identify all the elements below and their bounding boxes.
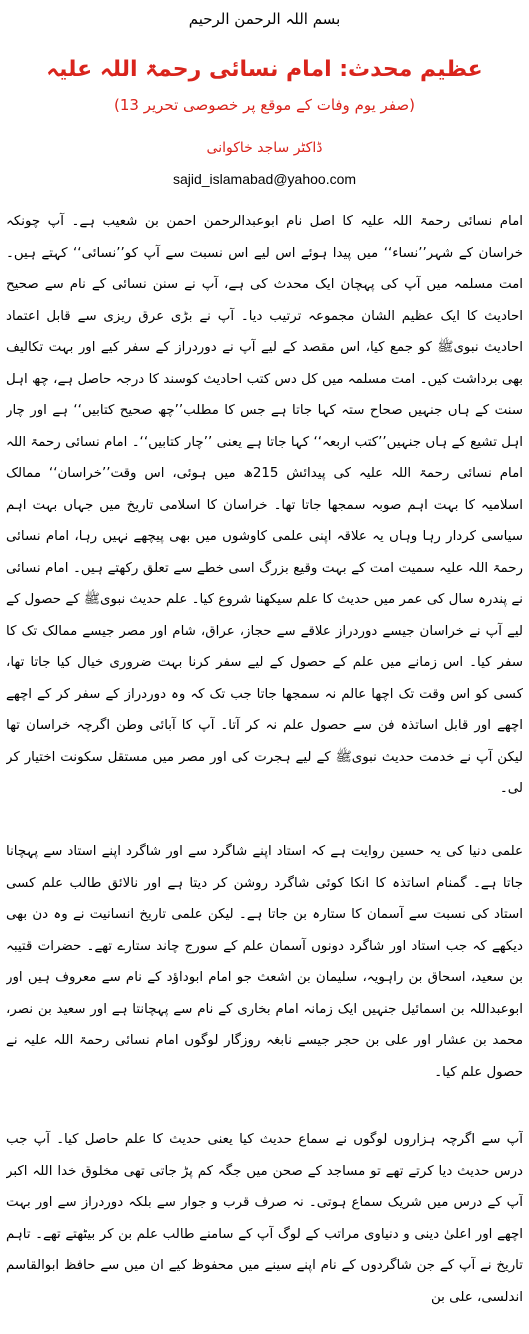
article-subtitle: (13 صفر یوم وفات کے موقع پر خصوصی تحریر)	[113, 96, 416, 114]
author-name: ڈاکٹر ساجد خاکوانی	[206, 140, 323, 156]
author-email: sajid_islamabad@yahoo.com	[172, 171, 357, 187]
paragraph-3: علمی دنیا کی یہ حسین روایت ہے کہ استاد اپنے شاگرد سے اور شاگرد اپنے استاد سے پہچانا جاتا ہے۔ گمنام اساتذہ کا انکا کوئی شاگرد روشن کر دیتا ہے اور نالائق طالب علم کسی استاد کی نسبت سے آسمان کا ستارہ بن جاتا ہے۔ لیکن علمی تاریخ انسانیت نے وہ دن بھی دیکھے کہ جب استاد اور شاگرد دونوں آسمان علم کے سورج چاند ستارے تھے۔ حضرات قتیبہ بن سعید، اسحاق بن راہویہ، سلیمان بن اشعث جو امام ابوداؤد کے نام سے معروف ہیں اور ابوعبداللہ بن اسمائیل جنہیں ایک زمانہ امام بخاری کے نام سے پہچانتا ہے اور سعید بن نصر، محمد بن عشار اور علی بن حجر جیسے نابغہ روزگار لوگوں امام نسائی رحمۃ اللہ علیہ نے حصول علم کیا۔	[6, 844, 523, 1080]
bismillah-heading: بسم اللہ الرحمن الرحیم	[188, 10, 341, 28]
article-title: عظیم محدث: امام نسائی رحمۃ اللہ علیہ	[46, 57, 483, 82]
paragraph-1: امام نسائی رحمۃ اللہ علیہ کا اصل نام ابوعبدالرحمن احمن بن شعیب ہے۔ آپ چونکہ خراسان کے شہر’’نساء‘‘ میں پیدا ہوئے اس لیے اس نسبت سے آپ کو’’نسائی‘‘ کہتے ہیں۔ امت مسلمہ میں آپ کی پہچان ایک محدث کی ہے، آپ نے سنن نسائی کے نام سے صحیح احادیث کا ایک عظیم الشان مجموعہ ترتیب دیا۔ آپ نے بڑی عرق ریزی سے قابل اعتماد احادیث نبویﷺ کو جمع کیا، اس مقصد کے لیے آپ نے دوردراز کے سفر کیے اور بہت تکالیف بھی برداشت کیں۔ امت مسلمہ میں کل دس کتب احادیث کوسند کا درجہ حاصل ہے، چھ اہل سنت کے ہاں جنہیں صحاح ستہ کہا جاتا ہے جس کا مطلب’’چھ صحیح کتابیں‘‘ ہے اور چار اہل تشیع کے ہاں جنہیں’’کتب اربعہ‘‘ کہا جاتا ہے یعنی ’’چار کتابیں‘‘۔ امام نسائی رحمۃ اللہ	[6, 214, 523, 450]
paragraph-4: آپ سے اگرچہ ہزاروں لوگوں نے سماع حدیث کیا یعنی حدیث کا علم حاصل کیا۔ آپ جب درس حدیث دیا کرتے تھے تو مساجد کے صحن میں جگہ کم پڑ جاتی تھی مخلوق خدا اللہ اکبر آپ کے درس میں شریک سماع ہوتی۔ نہ صرف قرب و جوار سے بلکہ دوردراز سے اور بہت اچھے اور اعلیٰ دینی و دنیاوی مراتب کے لوگ آپ کے سامنے طالب علم بن کر بیٹھتے تھے۔ تاہم تاریخ نے آپ کے جن شاگردوں کے نام اپنے سینے میں محفوظ کیے ان میں سے حافظ ابوالقاسم اندلسی، علی بن	[6, 1132, 523, 1305]
paragraph-2: امام نسائی رحمۃ اللہ علیہ کی پیدائش 215ھ میں ہوئی، اس وقت’’خراسان‘‘ ممالک اسلامیہ کا بہت اہم صوبہ سمجھا جاتا تھا۔ خراسان کا اسلامی تاریخ میں جہاں بہت اہم سیاسی کردار رہا وہاں یہ علاقہ اپنی علمی کاوشوں میں بھی پیچھے نہیں رہا، امام نسائی رحمۃ اللہ علیہ سمیت امت کے بہت وقیع بزرگ اسی خطے سے تعلق رکھتے ہیں۔ امام نسائی نے پندرہ سال کی عمر میں حدیث کا علم سیکھنا شروع کیا۔ علم حدیث نبویﷺ کے حصول کے لیے آپ نے خراسان جیسے دوردراز علاقے سے حجاز، عراق، شام اور مصر جیسے ممالک تک کا سفر کیا۔ اس زمانے میں علم کے حصول کے لیے سفر کرنا بہت ضروری خیال کیا جاتا تھا، کسی کو اس وقت تک اچھا عالم نہ سمجھا جاتا جب تک کہ وہ دوردراز کے سفر کر کے اچھے اچھے اور قابل اساتذہ فن سے حصول علم نہ کر آتا۔ آپ کا آبائی وطن اگرچہ خراسان تھا لیکن آپ نے خدمت حدیث نبویﷺ کے لیے ہجرت کی اور مصر میں مستقل سکونت اختیار کر لی۔	[6, 466, 523, 796]
article-body	[6, 206, 523, 1334]
